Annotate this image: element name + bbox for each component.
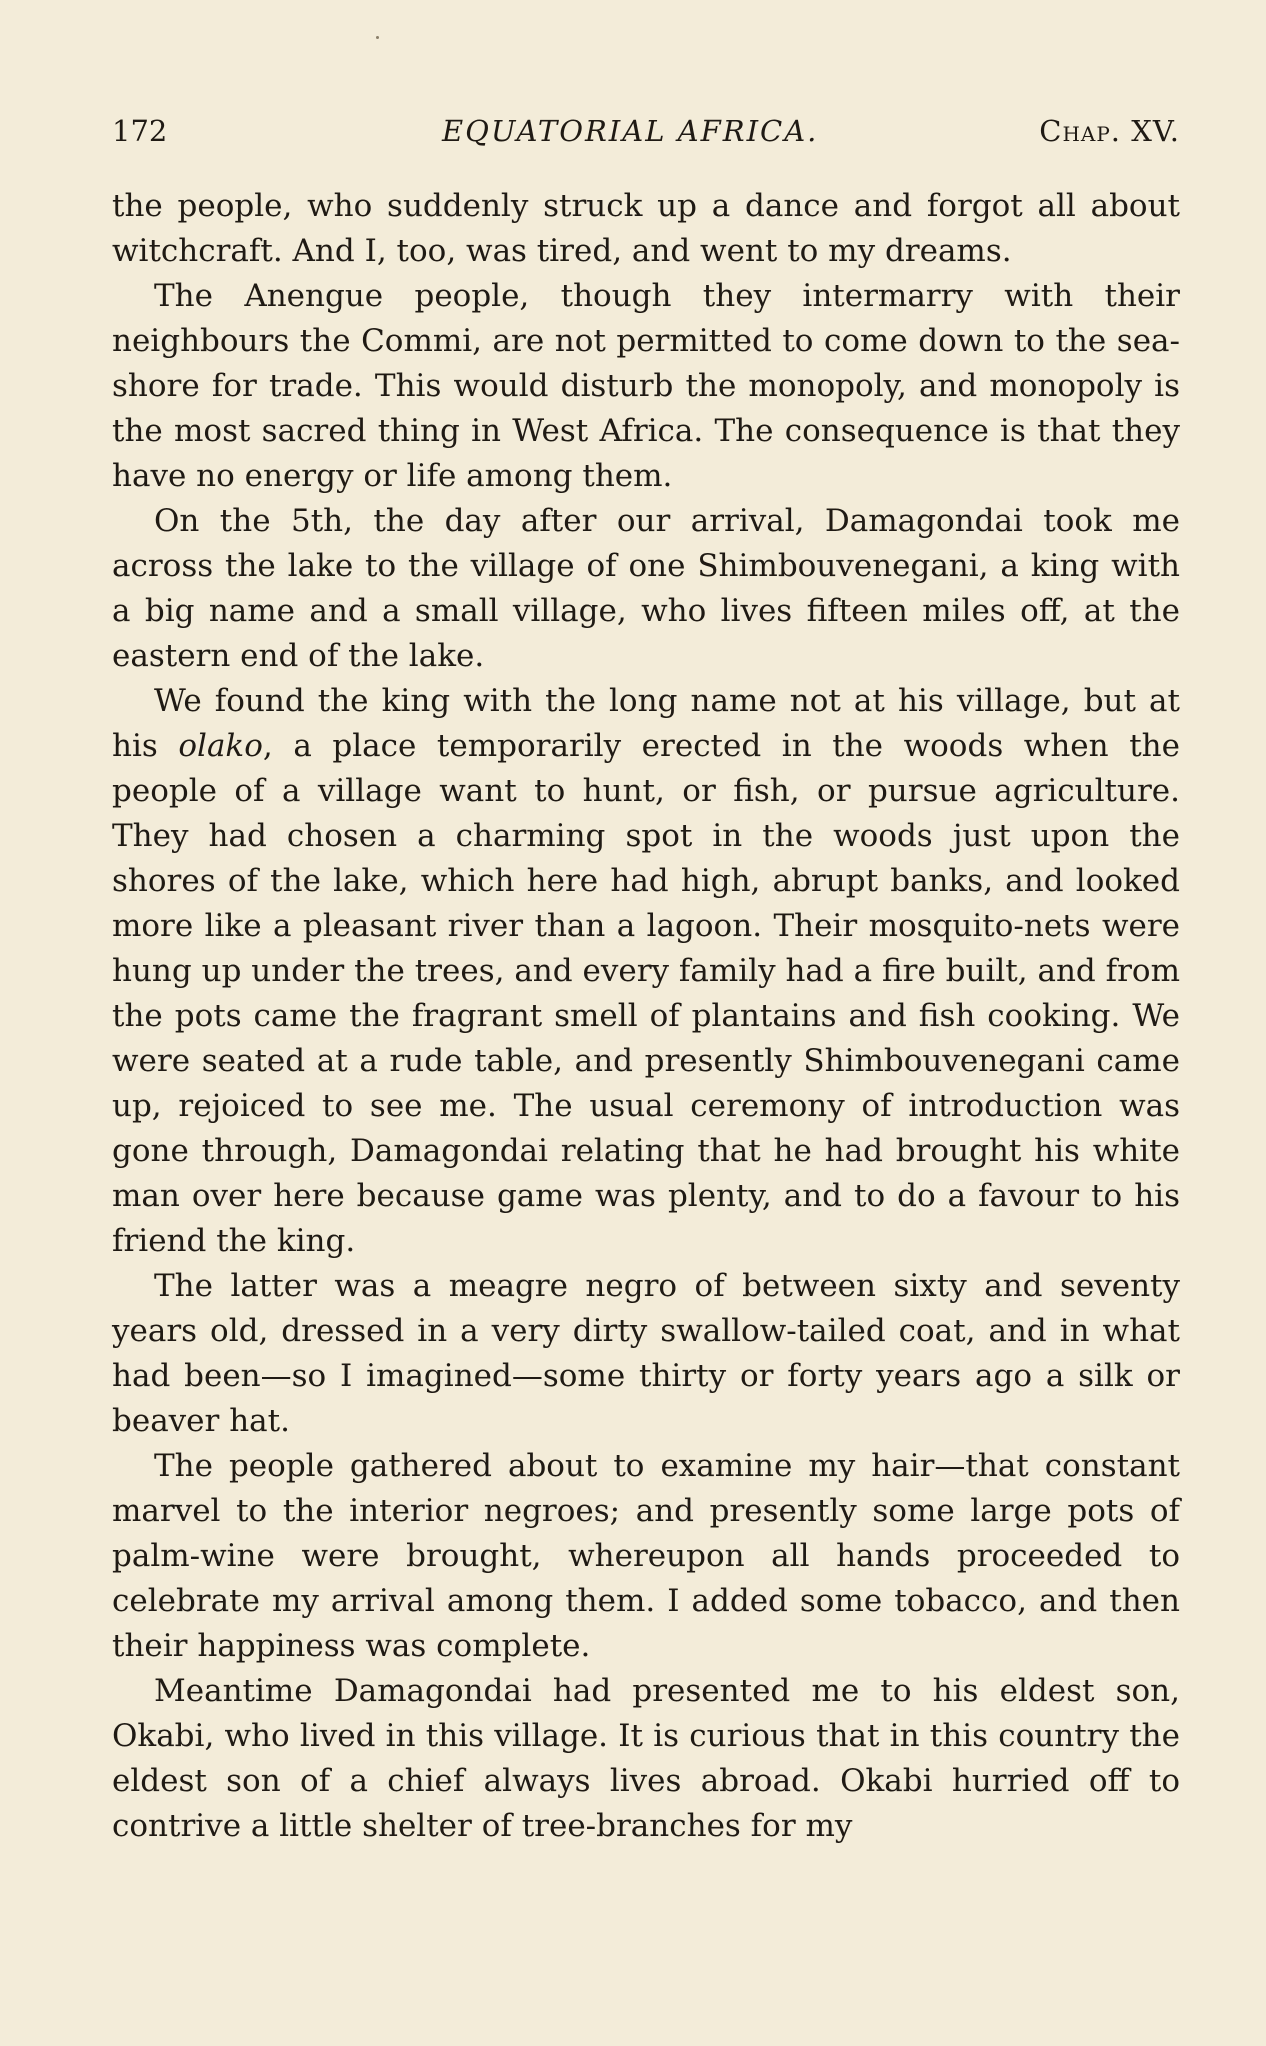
page-number: 172 xyxy=(112,114,168,148)
paper-speck xyxy=(376,36,379,39)
text-run: The latter was a meagre negro of between sixty and seventy years old, dressed in a very dirty swallow-tailed coat, and in what had been—so I imagined—some thirty or forty years ago a silk or beaver hat. xyxy=(112,1268,1180,1439)
book-page xyxy=(112,108,1180,1849)
text-run: The people gathered about to examine my hair—that constant marvel to the interior negroes; and presently some large pots of palm-wine were brought, whereupon all hands proceeded to celebrate my arrival among them. I added some tobacco, and then their happiness was complete. xyxy=(112,1448,1180,1664)
body-text xyxy=(112,184,1180,1849)
paragraph xyxy=(112,679,1180,1264)
paragraph xyxy=(112,1444,1180,1669)
text-run: We found the king with the long name not at his village, but at his xyxy=(112,683,1180,764)
paragraph xyxy=(112,1264,1180,1444)
text-run: , a place temporarily erected in the woods when the people of a village want to hunt, or fish, or pursue agriculture. They had chosen a charming spot in the woods just upon the shores of the lake, which here had high, abrupt banks, and looked more like a pleasant river than a lagoon. Their mosquito-nets were hung up under the trees, and every family had a fire built, and from the pots came the fragrant smell of plantains and fish cooking. We were seated at a rude table, and presently Shimbouvenegani came up, rejoiced to see me. The usual ceremony of introduction was gone through, Damagondai relating that he had brought his white man over here because game was plenty, and to do a favour to his friend the king. xyxy=(112,728,1180,1259)
text-run: Meantime Damagondai had presented me to his eldest son, Okabi, who lived in this village. It is curious that in this country the eldest son of a chief always lives abroad. Okabi hurried off to contrive a little shelter of tree-branches for my xyxy=(112,1673,1180,1844)
text-run: On the 5th, the day after our arrival, Damagondai took me across the lake to the village of one Shimbouvenegani, a king with a big name and a small village, who lives fifteen miles off, at the eastern end of the lake. xyxy=(112,503,1180,674)
paragraph xyxy=(112,184,1180,274)
italic-term: olako xyxy=(178,728,263,764)
paragraph xyxy=(112,499,1180,679)
paragraph xyxy=(112,274,1180,499)
running-title: EQUATORIAL AFRICA. xyxy=(442,114,819,148)
text-run: the people, who suddenly struck up a dance and forgot all about witchcraft. And I, too, was tired, and went to my dreams. xyxy=(112,188,1180,269)
running-head xyxy=(112,108,1180,158)
text-run: The Anengue people, though they intermarry with their neighbours the Commi, are not permitted to come down to the sea-shore for trade. This would disturb the monopoly, and monopoly is the most sacred thing in West Africa. The consequence is that they have no energy or life among them. xyxy=(112,278,1180,494)
chapter-label: Chap. XV. xyxy=(1039,114,1180,148)
paragraph xyxy=(112,1669,1180,1849)
